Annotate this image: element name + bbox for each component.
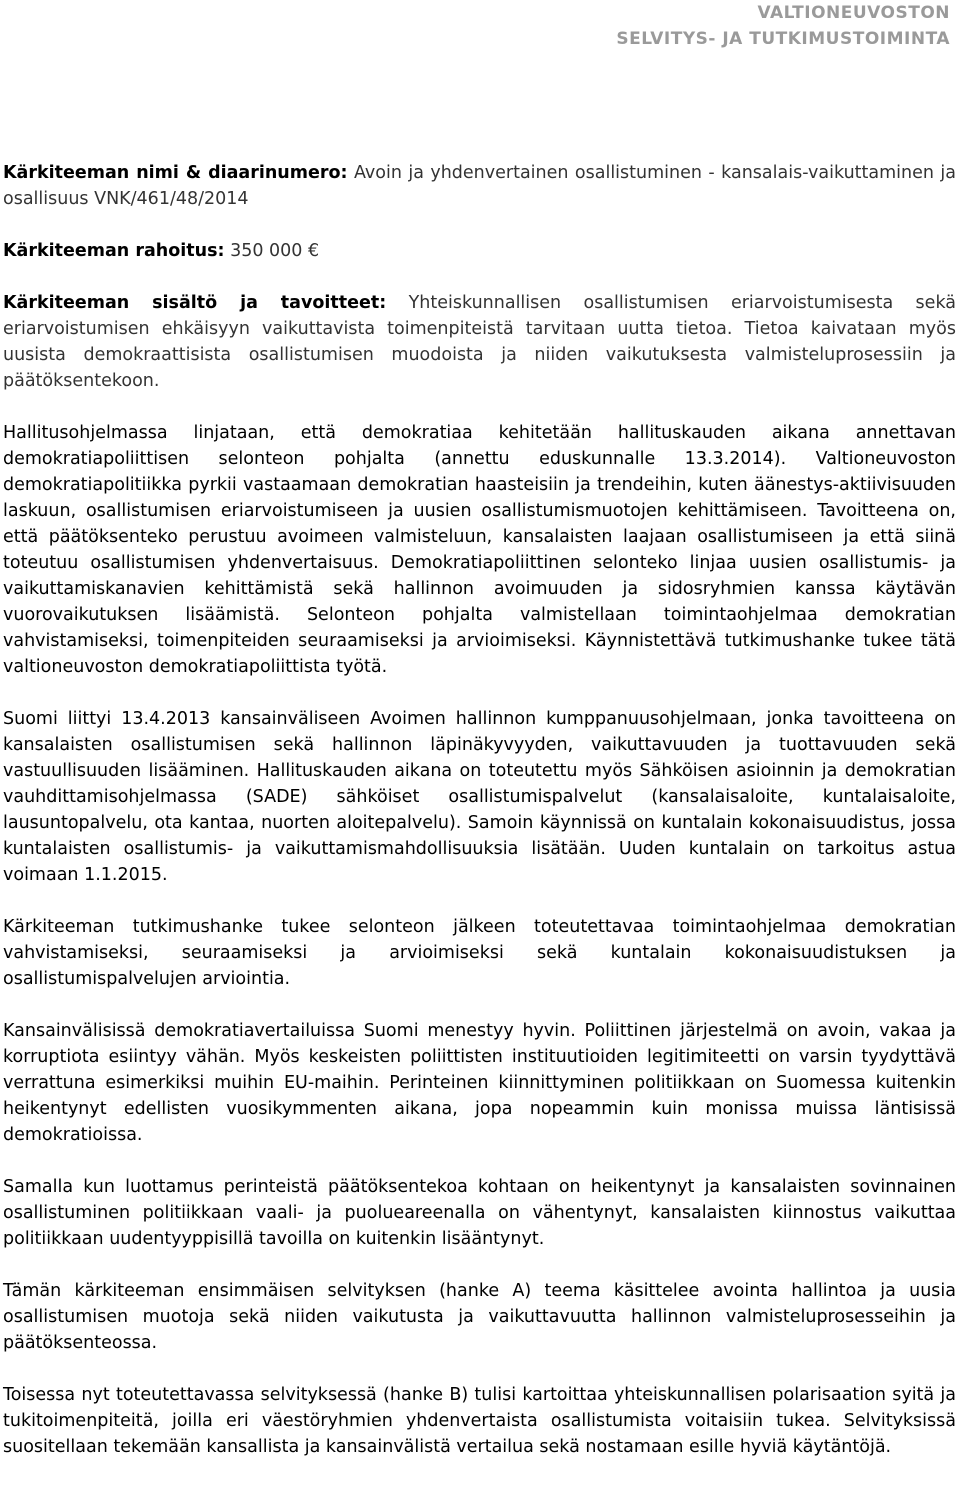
field-label: Kärkiteeman nimi & diaarinumero: [3, 163, 348, 183]
body-paragraph: Toisessa nyt toteutettavassa selvityksessä (hanke B) tulisi kartoittaa yhteiskunnallisen polarisaation syitä ja tukitoimenpiteitä, joilla eri väestöryhmien yhdenvertaista osallistumista voitaisiin tukea. Selvityksissä suositellaan tekemään kansallista ja kansainvälistä vertailua sekä nostamaan esille hyviä käytäntöjä. [3, 1385, 956, 1457]
logo-line-1: VALTIONEUVOSTON [757, 3, 950, 23]
field-label: Kärkiteeman rahoitus: [3, 241, 225, 261]
organization-logo [616, 0, 950, 52]
field-label: Kärkiteeman sisältö ja tavoitteet: [3, 293, 387, 313]
body-paragraph: Tämän kärkiteeman ensimmäisen selvityksen (hanke A) teema käsittelee avointa hallintoa ja uusia osallistumisen muotoja sekä niiden vaikutusta ja vaikuttavuutta hallinnon valmisteluprosesseihin ja päätöksenteossa. [3, 1281, 956, 1353]
body-paragraph: Hallitusohjelmassa linjataan, että demokratiaa kehitetään hallituskauden aikana annettavan demokratiapoliittisen selonteon pohjalta (annettu eduskunnalle 13.3.2014). Valtioneuvoston demokratiapolitiikka pyrkii vastaamaan demokratian haasteisiin ja trendeihin, kuten äänestys-aktiivisuuden laskuun, osallistumisen eriarvoistumiseen ja uusien osallistumismuotojen kehittämiseen. Tavoitteena on, että päätöksenteko perustuu avoimeen valmisteluun, kansalaisten laajaan osallistumiseen ja että siinä toteutuu osallistumisen yhdenvertaisuus. Demokratiapoliittinen selonteko linjaa uusien osallistumis- ja vaikuttamiskanavien kehittämistä sekä hallinnon avoimuuden ja sidosryhmien kanssa käytävän vuorovaikutuksen lisäämistä. Selonteon pohjalta valmistellaan toimintaohjelmaa demokratian vahvistamiseksi, toimenpiteiden seuraamiseksi ja arvioimiseksi. Käynnistettävä tutkimushanke tukee tätä valtioneuvoston demokratiapoliittista työtä. [3, 423, 956, 677]
field-value: Avoin ja yhdenvertainen osallistuminen - kansalais-vaikuttaminen ja osallisuus VNK/461/48/2014 [3, 163, 956, 209]
field-funding [3, 238, 956, 264]
document-body [3, 160, 956, 1486]
body-paragraph: Kansainvälisissä demokratiavertailuissa Suomi menestyy hyvin. Poliittinen järjestelmä on avoin, vakaa ja korruptiota esiintyy vähän. Myös keskeisten poliittisten instituutioiden legitimiteetti on varsin tyydyttävä verrattuna esimerkiksi muihin EU-maihin. Perinteinen kiinnittyminen politiikkaan on Suomessa kuitenkin heikentynyt edellisten vuosikymmenten aikana, jopa nopeammin kuin monissa muissa läntisissä demokratioissa. [3, 1021, 956, 1145]
field-value: Yhteiskunnallisen osallistumisen eriarvoistumisesta sekä eriarvoistumisen ehkäisyyn vaikuttavista toimenpiteistä tarvitaan uutta tietoa. Tietoa kaivataan myös uusista demokraattisista osallistumisen muodoista ja niiden vaikutuksesta valmisteluprosessiin ja päätöksentekoon. [3, 293, 956, 391]
body-paragraph: Kärkiteeman tutkimushanke tukee selonteon jälkeen toteutettavaa toimintaohjelmaa demokratian vahvistamiseksi, seuraamiseksi ja arvioimiseksi sekä kuntalain kokonaisuudistuksen ja osallistumispalvelujen arviointia. [3, 917, 956, 989]
body-paragraph: Suomi liittyi 13.4.2013 kansainväliseen Avoimen hallinnon kumppanuusohjelmaan, jonka tavoitteena on kansalaisten osallistumisen sekä hallinnon läpinäkyvyyden, vaikuttavuuden ja tuottavuuden sekä vastuullisuuden lisääminen. Hallituskauden aikana on toteutettu myös Sähköisen asioinnin ja demokratian vauhdittamisohjelmassa (SADE) sähköiset osallistumispalvelut (kansalaisaloite, kuntalaisaloite, lausuntopalvelu, ota kantaa, nuorten aloitepalvelu). Samoin käynnissä on kuntalain kokonaisuudistus, jossa kuntalaisten osallistumis- ja vaikuttamismahdollisuuksia lisätään. Uuden kuntalain on tarkoitus astua voimaan 1.1.2015. [3, 709, 956, 885]
field-theme-name [3, 160, 956, 212]
field-content-goals [3, 290, 956, 394]
logo-line-2: SELVITYS- JA TUTKIMUSTOIMINTA [616, 29, 950, 49]
body-paragraph: Samalla kun luottamus perinteistä päätöksentekoa kohtaan on heikentynyt ja kansalaisten sovinnainen osallistuminen politiikkaan vaali- ja puolueareenalla on vähentynyt, kansalaisten kiinnostus vaikuttaa politiikkaan uudentyyppisillä tavoilla on kuitenkin lisääntynyt. [3, 1177, 956, 1249]
field-value: 350 000 € [224, 241, 320, 261]
